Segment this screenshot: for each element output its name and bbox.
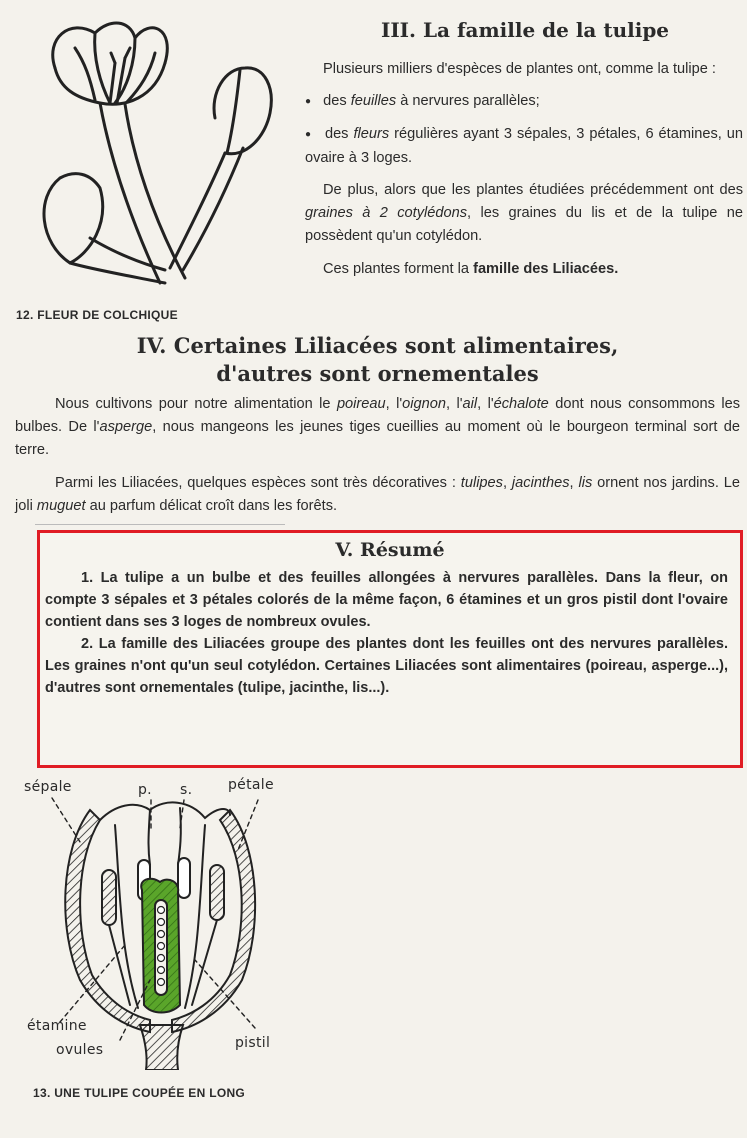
label-p: p. xyxy=(138,782,152,798)
intro-text: Plusieurs milliers d'espèces de plantes ont, comme la tulipe : xyxy=(323,61,716,77)
resume-point-1: 1. La tulipe a un bulbe et des feuilles allongées à nervures parallèles. Dans la fleur, on compte 3 sépales et 3 pétales colorés de la même façon, 6 étamines et un gros pistil dont l'ovaire contient dans ses 3 loges de nombreux ovules. xyxy=(45,570,728,630)
section-3-paragraph-3: Ces plantes forment la famille des Liliacées. xyxy=(323,261,619,277)
tulip-caption: 13. UNE TULIPE COUPÉE EN LONG xyxy=(33,1086,246,1100)
section-3-body xyxy=(305,58,743,281)
label-etamine: étamine xyxy=(27,1018,87,1034)
resume-title: V. Résumé xyxy=(335,539,445,561)
section-4-paragraph-2: Parmi les Liliacées, quelques espèces sont très décoratives : tulipes, jacinthes, lis ornent nos jardins. Le joli muguet au parfum délicat croît dans les forêts. xyxy=(15,475,741,514)
resume-body xyxy=(40,561,740,699)
label-petale: pétale xyxy=(228,777,274,793)
colchicum-illustration xyxy=(15,8,305,308)
resume-box xyxy=(37,530,743,768)
section-4-title-line-2: d'autres sont ornementales xyxy=(216,361,539,386)
label-s: s. xyxy=(180,782,193,798)
colchicum-caption: 12. FLEUR DE COLCHIQUE xyxy=(16,308,178,322)
section-3-paragraph-2: De plus, alors que les plantes étudiées précédemment ont des graines à 2 cotylédons, les graines du lis et de la tulipe ne possèdent qu'un cotylédon. xyxy=(305,182,743,244)
colchicum-flower-drawing xyxy=(15,8,305,308)
section-3-title: III. La famille de la tulipe xyxy=(380,18,670,42)
section-3-intro xyxy=(305,58,743,81)
label-sepale: sépale xyxy=(24,779,72,795)
section-4-title-line-1: IV. Certaines Liliacées sont alimentaires, xyxy=(136,333,619,358)
section-4-paragraph-1: Nous cultivons pour notre alimentation le poireau, l'oignon, l'ail, l'échalote dont nous consommons les bulbes. De l'asperge, nous mangeons les jeunes tiges cueillies au moment où le bourgeon terminal sort de terre. xyxy=(15,396,741,458)
section-4-body xyxy=(15,393,740,518)
label-pistil: pistil xyxy=(235,1035,271,1051)
label-ovules: ovules xyxy=(56,1042,104,1058)
resume-point-2: 2. La famille des Liliacées groupe des plantes dont les feuilles ont des nervures parallèles. Les graines n'ont qu'un seul cotylédon. Certaines Liliacées sont alimentaires (poireau, asperge...), d'autres sont ornementales (tulipe, jacinthe, lis...). xyxy=(45,636,728,696)
section-3-bullet-leaves: ● des feuilles à nervures parallèles; xyxy=(305,90,743,114)
section-divider xyxy=(35,524,285,525)
section-4-title xyxy=(15,332,740,388)
section-3-bullet-flowers: ● des fleurs régulières ayant 3 sépales, 3 pétales, 6 étamines, un ovaire à 3 loges. xyxy=(305,123,743,170)
